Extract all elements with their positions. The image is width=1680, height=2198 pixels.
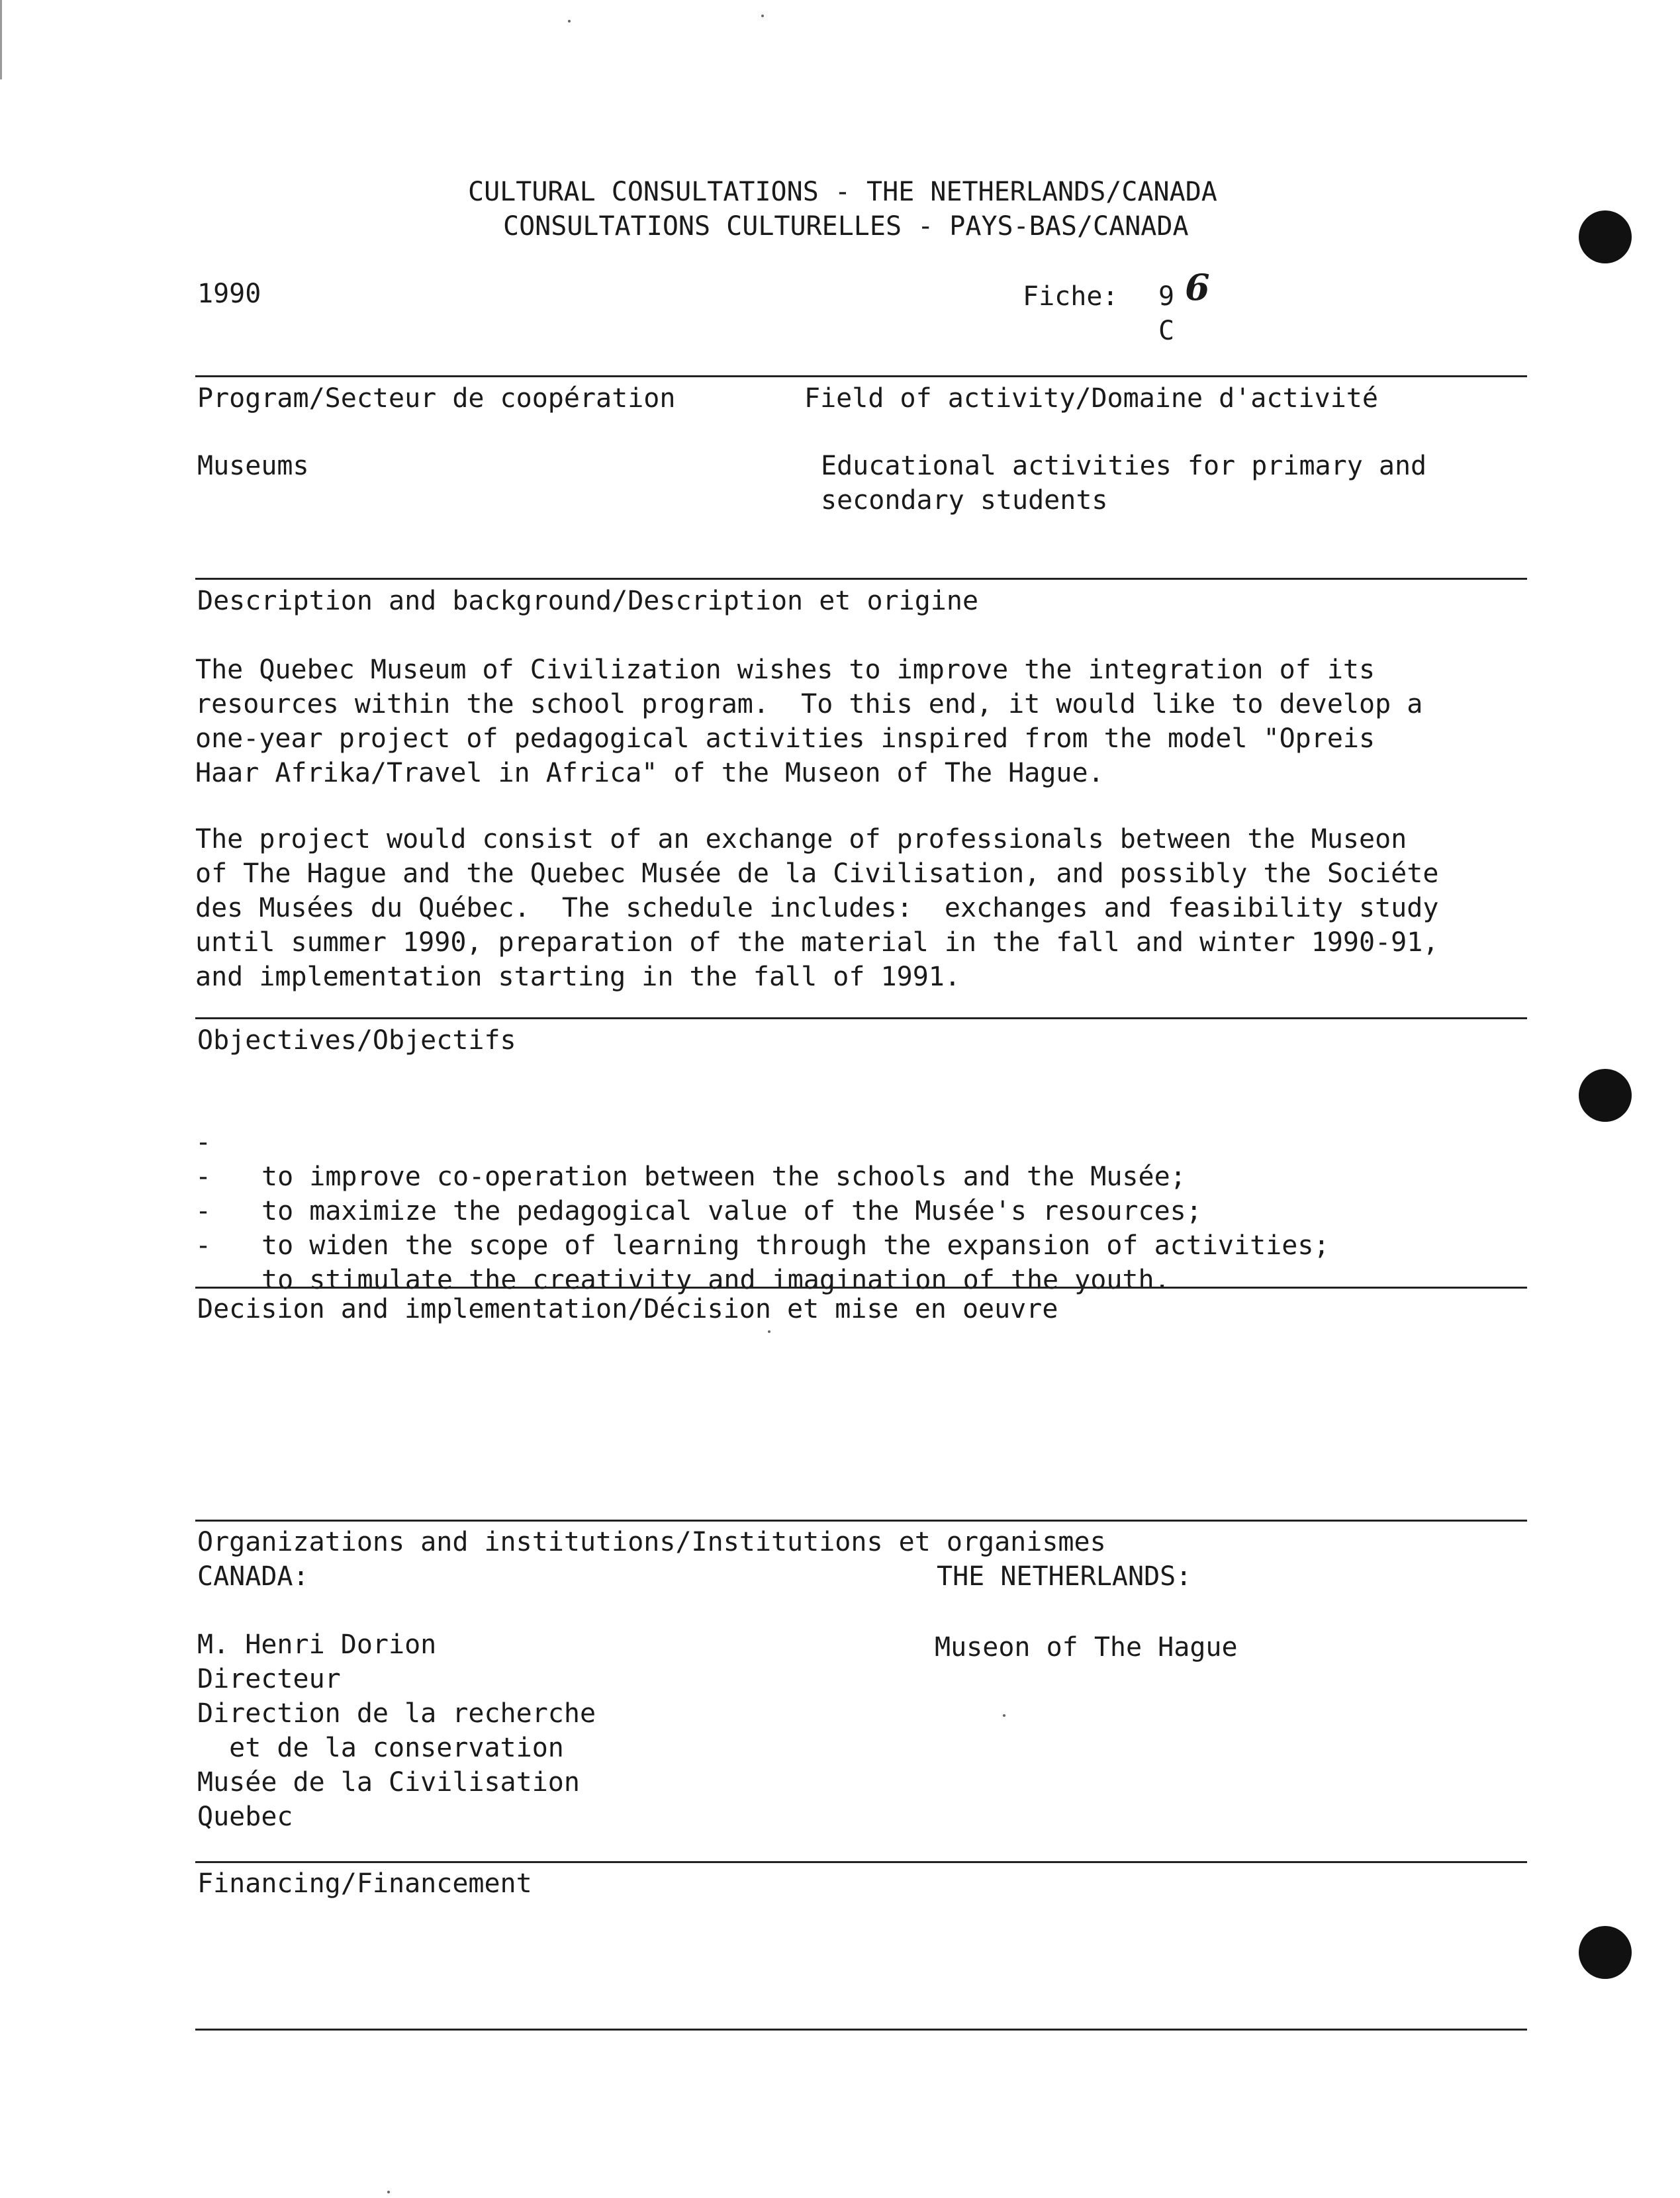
objectives-heading: Objectives/Objectifs: [197, 1025, 516, 1056]
description-paragraph-2: [195, 822, 1532, 994]
fiche-letter: C: [1158, 316, 1175, 346]
organizations-heading: Organizations and institutions/Institutions et organismes: [197, 1527, 1106, 1557]
objective-text: to stimulate the creativity and imagination of the youth.: [261, 1265, 1170, 1295]
canada-contact-line: et de la conservation: [197, 1733, 564, 1763]
rule-3: [195, 1017, 1527, 1019]
canada-contact-line: Directeur: [197, 1664, 341, 1694]
rule-5: [195, 1520, 1527, 1522]
financing-heading: Financing/Financement: [197, 1868, 532, 1899]
bullet-dash: -: [195, 1162, 212, 1192]
text-line: Haar Afrika/Travel in Africa" of the Museon of The Hague.: [195, 758, 1104, 788]
text-line: of The Hague and the Quebec Musée de la Civilisation, and possibly the Sociéte: [195, 858, 1439, 889]
bullet-dash: -: [195, 1230, 212, 1261]
field-value-line: secondary students: [821, 485, 1108, 516]
rule-6: [195, 1861, 1527, 1863]
netherlands-label: THE NETHERLANDS:: [937, 1561, 1192, 1592]
scan-speck: [768, 1330, 770, 1333]
scan-speck: [1003, 1714, 1005, 1717]
description-paragraph-1: [195, 653, 1532, 790]
rule-2: [195, 578, 1527, 580]
rule-4: [195, 1287, 1527, 1289]
text-line: until summer 1990, preparation of the material in the fall and winter 1990-91,: [195, 927, 1439, 958]
scan-edge: [0, 0, 2, 79]
text-line: The Quebec Museum of Civilization wishes to improve the integration of its: [195, 655, 1376, 685]
canada-label: CANADA:: [197, 1561, 309, 1592]
canada-contact-line: Musée de la Civilisation: [197, 1767, 580, 1798]
field-value-line: Educational activities for primary and: [821, 451, 1427, 481]
scan-speck: [761, 15, 764, 17]
fiche-number: 9: [1158, 281, 1175, 312]
rule-7: [195, 2029, 1527, 2031]
decision-heading: Decision and implementation/Décision et mise en oeuvre: [197, 1294, 1058, 1324]
punch-hole-top: [1579, 210, 1632, 263]
fiche-label: Fiche:: [1023, 281, 1119, 312]
objective-item: [195, 1091, 1532, 1192]
objectives-list: [195, 1091, 1532, 1295]
scan-speck: [387, 2191, 390, 2193]
document-title-french: CONSULTATIONS CULTURELLES - PAYS-BAS/CANADA: [503, 211, 1189, 242]
rule-1: [195, 375, 1527, 377]
program-value: Museums: [197, 451, 309, 481]
scan-speck: [568, 20, 571, 23]
punch-hole-bottom: [1579, 1926, 1632, 1979]
text-line: one-year project of pedagogical activities inspired from the model "Opreis: [195, 723, 1376, 754]
document-year: 1990: [197, 279, 261, 309]
text-line: and implementation starting in the fall of 1991.: [195, 962, 960, 992]
bullet-dash: -: [195, 1127, 212, 1158]
canada-contact-line: M. Henri Dorion: [197, 1629, 437, 1660]
fiche-handwritten-correction: 6: [1185, 266, 1210, 308]
field-label: Field of activity/Domaine d'activité: [804, 383, 1378, 414]
canada-contact-line: Quebec: [197, 1802, 293, 1832]
program-label: Program/Secteur de coopération: [197, 383, 676, 414]
netherlands-contact-line: Museon of The Hague: [935, 1632, 1238, 1663]
text-line: The project would consist of an exchange of professionals between the Museon: [195, 824, 1407, 854]
objective-text: to improve co-operation between the schools and the Musée;: [261, 1162, 1186, 1192]
bullet-dash: -: [195, 1196, 212, 1226]
canada-contact-line: Direction de la recherche: [197, 1698, 596, 1729]
text-line: des Musées du Québec. The schedule includes: exchanges and feasibility study: [195, 893, 1439, 923]
text-line: resources within the school program. To this end, it would like to develop a: [195, 689, 1423, 719]
punch-hole-middle: [1579, 1069, 1632, 1122]
objective-text: to widen the scope of learning through the expansion of activities;: [261, 1230, 1330, 1261]
objective-text: to maximize the pedagogical value of the Musée's resources;: [261, 1196, 1202, 1226]
description-heading: Description and background/Description et origine: [197, 586, 979, 616]
document-title-english: CULTURAL CONSULTATIONS - THE NETHERLANDS/CANADA: [468, 177, 1217, 207]
